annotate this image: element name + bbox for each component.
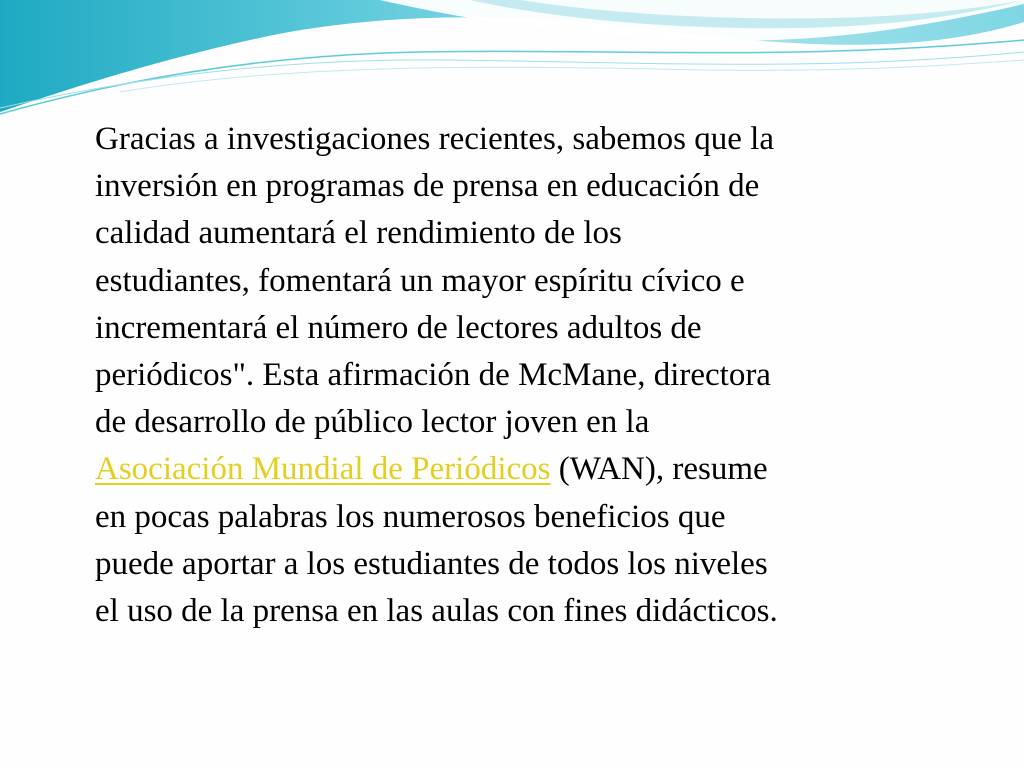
text-line: periódicos". Esta afirmación de McMane, directora [95,357,771,394]
link-suffix-text: (WAN), resume [550,451,768,488]
decorative-wave-header [0,0,1024,130]
text-line: el uso de la prensa en las aulas con fines didácticos. [95,593,778,630]
body-paragraph [95,116,995,635]
text-line: puede aportar a los estudiantes de todos los niveles [95,545,768,582]
text-line: inversión en programas de prensa en educación de [95,168,760,205]
text-line: Gracias a investigaciones recientes, sabemos que la [95,121,774,157]
text-line: calidad aumentará el rendimiento de los [95,215,622,252]
text-line: de desarrollo de público lector joven en la [95,404,650,441]
text-line-with-link [95,446,995,493]
text-line: estudiantes, fomentará un mayor espíritu cívico e [95,262,745,299]
wan-link[interactable]: Asociación Mundial de Periódicos [95,451,551,488]
text-line: incrementará el número de lectores adultos de [95,309,702,346]
text-line: en pocas palabras los numerosos beneficios que [95,498,726,535]
